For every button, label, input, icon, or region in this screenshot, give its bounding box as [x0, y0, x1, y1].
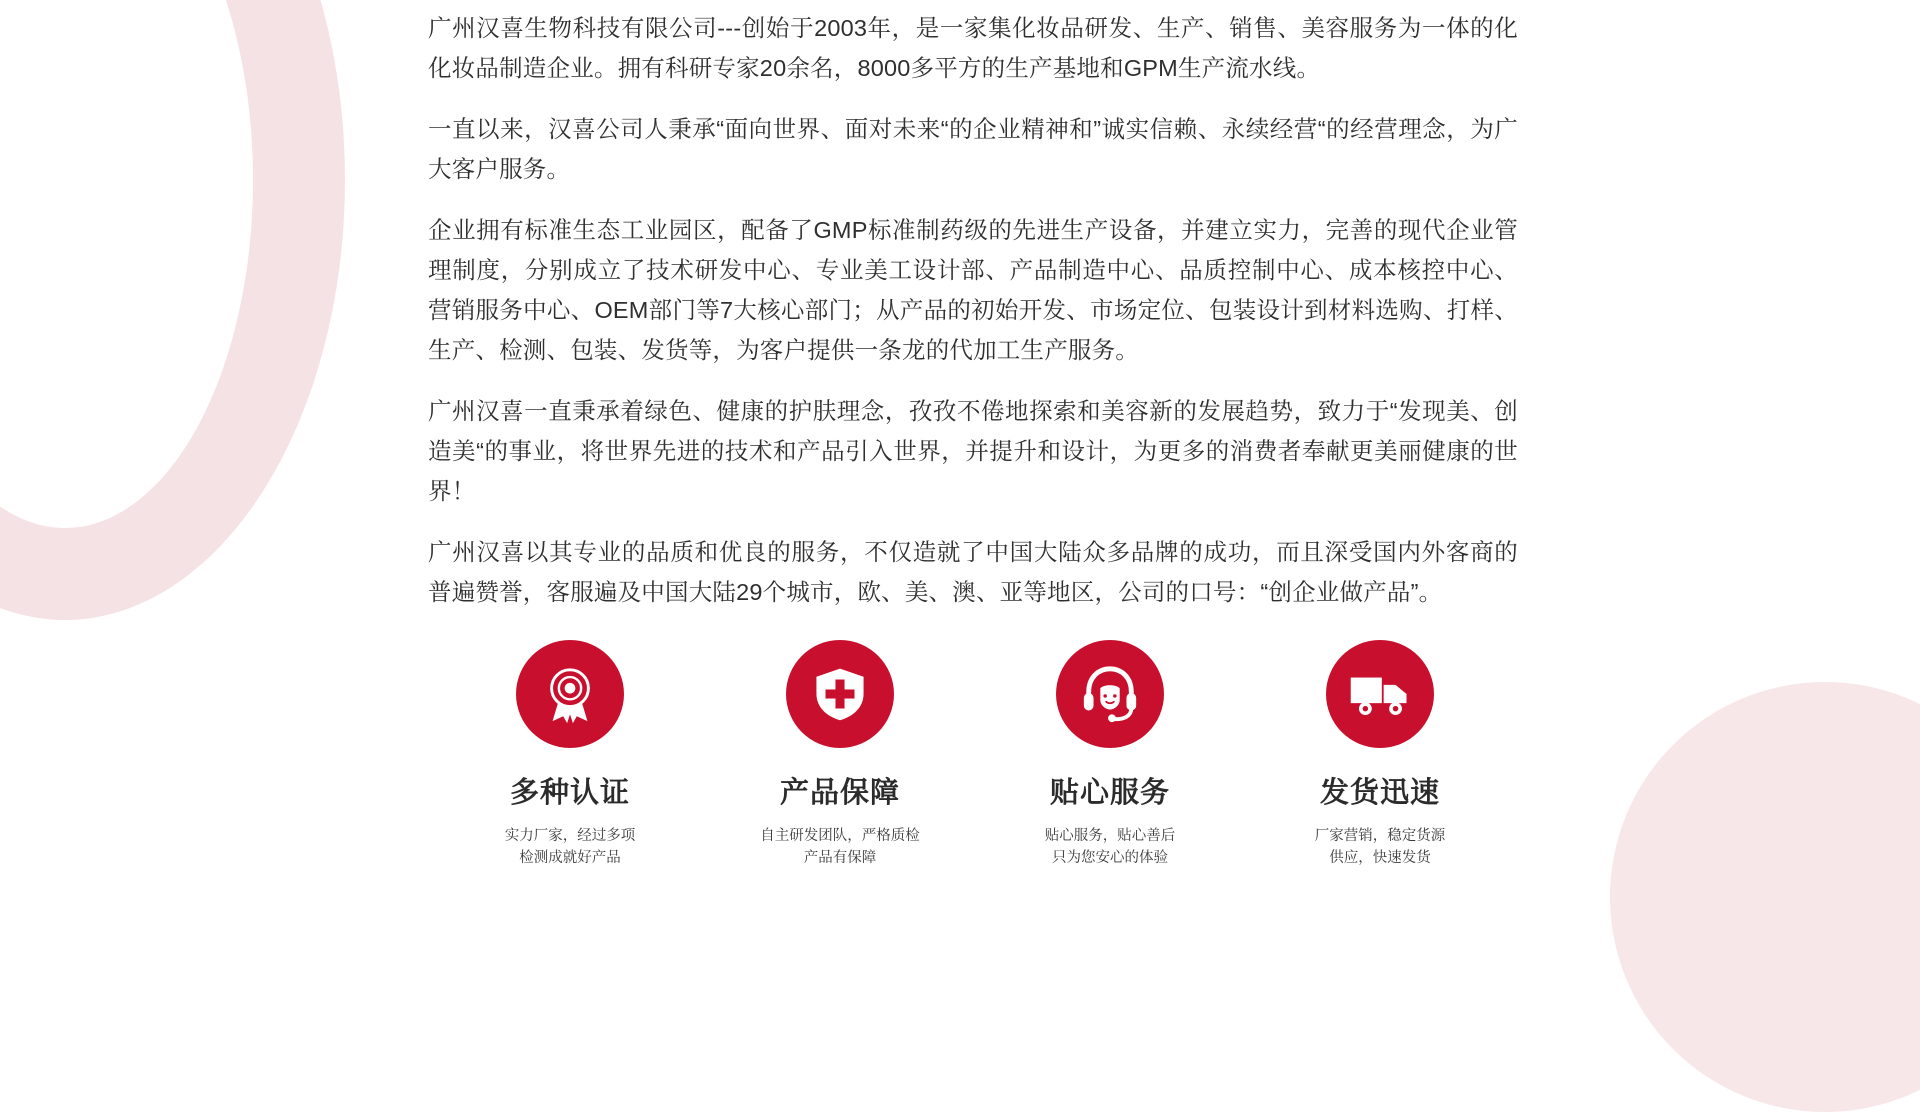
decorative-circle-right: [1610, 682, 1920, 1112]
feature-description: [725, 825, 955, 869]
paragraph: 广州汉喜生物科技有限公司---创始于2003年，是一家集化妆品研发、生产、销售、美容服务为一体的化化妆品制造企业。拥有科研专家20余名，8000多平方的生产基地和GPM生产流水线。: [428, 15, 1518, 81]
feature-title: 多种认证: [509, 777, 630, 809]
paragraph: 企业拥有标准生态工业园区，配备了GMP标准制药级的先进生产设备，并建立实力，完善的现代企业管理制度，分别成立了技术研发中心、专业美工设计部、产品制造中心、品质控制中心、成本核控中心、营销服务中心、OEM部门等7大核心部门；从产品的初始开发、市场定位、包装设计到材料选购、打样、生产、检测、包装、发货等，为客户提供一条龙的代加工生产服务。: [428, 217, 1518, 363]
feature-description-line: 自主研发团队，严格质检: [760, 828, 920, 844]
feature-item-shipping: [1265, 640, 1495, 869]
feature-description-line: 检测成就好产品: [519, 850, 621, 866]
feature-description-line: 产品有保障: [803, 850, 877, 866]
feature-icon-circle: [786, 640, 894, 748]
feature-description-line: 实力厂家，经过多项: [504, 828, 636, 844]
feature-item-quality: [725, 640, 955, 869]
feature-item-certification: [455, 640, 685, 869]
delivery-truck-icon: [1348, 665, 1412, 723]
feature-title: 产品保障: [779, 777, 900, 809]
feature-title: 贴心服务: [1049, 777, 1170, 809]
paragraph: 一直以来，汉喜公司人秉承“面向世界、面对未来“的企业精神和”诚实信赖、永续经营“的经营理念，为广大客户服务。: [428, 116, 1518, 182]
paragraph: 广州汉喜一直秉承着绿色、健康的护肤理念，孜孜不倦地探索和美容新的发展趋势，致力于“发现美、创造美“的事业，将世界先进的技术和产品引入世界，并提升和设计，为更多的消费者奉献更美丽健康的世界！: [428, 398, 1518, 504]
feature-item-service: [995, 640, 1225, 869]
feature-title: 发货迅速: [1319, 777, 1440, 809]
decorative-circle-left: [0, 0, 345, 620]
feature-icon-circle: [516, 640, 624, 748]
award-badge-icon: [539, 663, 601, 725]
headset-support-icon: [1079, 663, 1141, 725]
feature-list: [455, 640, 1495, 869]
feature-description: [455, 825, 685, 869]
feature-description-line: 供应，快速发货: [1329, 850, 1431, 866]
feature-description-line: 只为您安心的体验: [1052, 850, 1168, 866]
feature-description: [995, 825, 1225, 869]
feature-description-line: 厂家营销，稳定货源: [1314, 828, 1446, 844]
feature-description: [1265, 825, 1495, 869]
company-description: [428, 0, 1518, 633]
feature-icon-circle: [1326, 640, 1434, 748]
feature-icon-circle: [1056, 640, 1164, 748]
feature-description-line: 贴心服务，贴心善后: [1044, 828, 1176, 844]
paragraph: 广州汉喜以其专业的品质和优良的服务，不仅造就了中国大陆众多品牌的成功，而且深受国内外客商的普遍赞誉，客服遍及中国大陆29个城市，欧、美、澳、亚等地区，公司的口号：“创企业做产品”。: [428, 539, 1518, 605]
shield-cross-icon: [811, 665, 869, 723]
